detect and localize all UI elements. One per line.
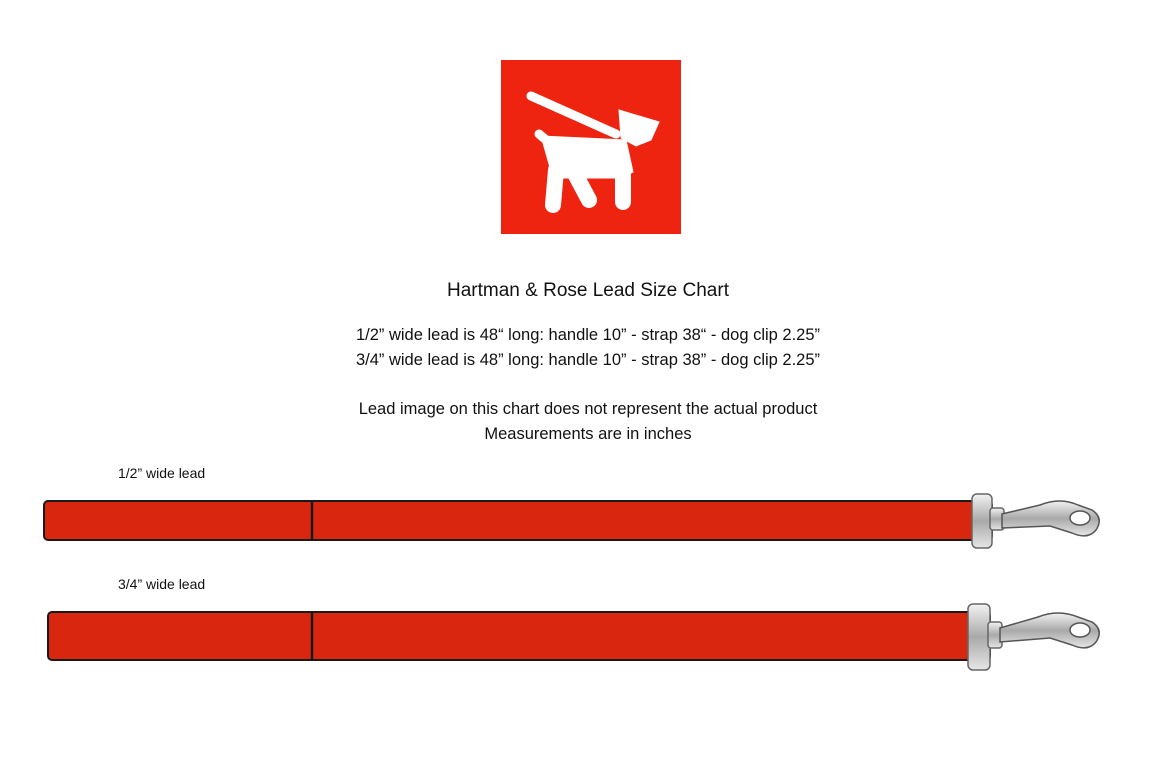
lead-label-half-inch: 1/2” wide lead bbox=[118, 465, 206, 481]
spec-three-quarter-inch: 3/4” wide lead is 48” long: handle 10” - strap 38” - dog clip 2.25” bbox=[355, 351, 821, 369]
disclaimer-note: Lead image on this chart does not represent the actual product bbox=[358, 400, 818, 418]
units-note: Measurements are in inches bbox=[484, 425, 692, 443]
dog-clip-icon bbox=[972, 494, 1099, 548]
lead-strap bbox=[44, 501, 992, 540]
spec-half-inch: 1/2” wide lead is 48“ long: handle 10” - strap 38“ - dog clip 2.25” bbox=[355, 326, 821, 344]
lead-three-quarter-inch bbox=[48, 604, 1099, 670]
lead-half-inch bbox=[44, 494, 1099, 548]
chart-title: Hartman & Rose Lead Size Chart bbox=[447, 280, 729, 301]
dog-clip-icon bbox=[968, 604, 1099, 670]
lead-label-three-quarter-inch: 3/4” wide lead bbox=[118, 576, 206, 592]
lead-strap bbox=[48, 612, 990, 660]
